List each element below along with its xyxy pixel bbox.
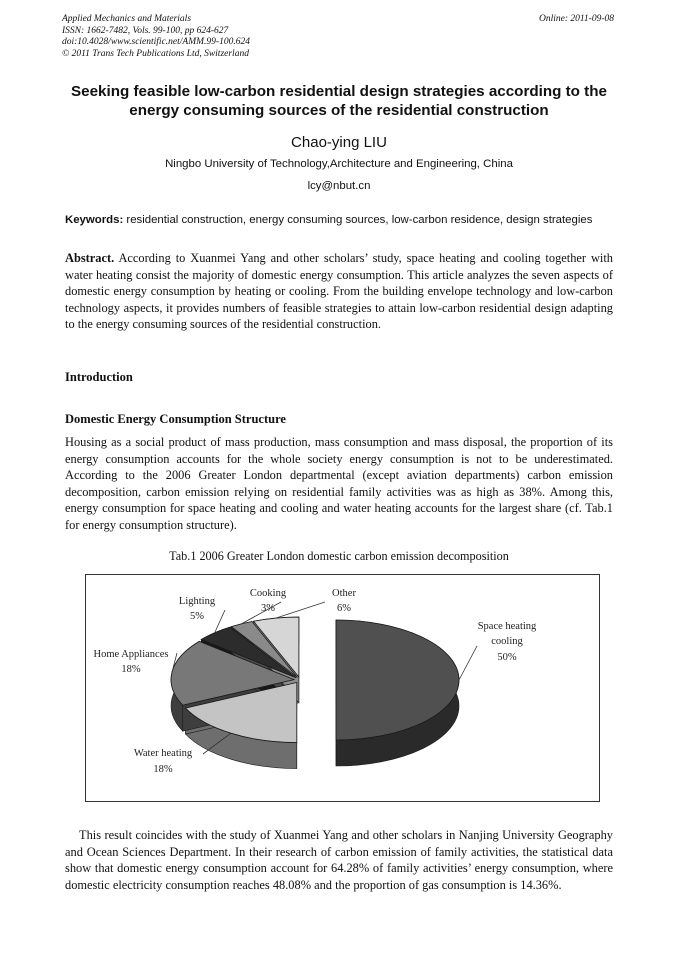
table-caption: Tab.1 2006 Greater London domestic carbon emission decomposition xyxy=(169,549,509,563)
label-lighting-pct: 5% xyxy=(190,611,204,622)
journal-header xyxy=(62,14,250,60)
label-space-pct: 50% xyxy=(497,652,517,663)
label-appliances-pct: 18% xyxy=(121,664,141,675)
copyright-line: © 2011 Trans Tech Publications Ltd, Switzerland xyxy=(62,48,249,59)
label-cooking: Cooking xyxy=(249,588,287,599)
keywords xyxy=(65,213,613,229)
label-other-pct: 6% xyxy=(337,603,351,614)
pie-chart xyxy=(85,574,600,802)
label-space-cooling: cooling xyxy=(491,636,523,647)
online-date: Online: 2011-09-08 xyxy=(538,14,614,24)
result-paragraph: This result coincides with the study of Xuanmei Yang and other scholars in Nanjing University Geography and Ocean Sciences Department. In their research of carbon emission of family activities, the statistical data show that domestic energy consumption account for 64.28% of family activities’ energy consumption, where domestic electricity consumption reaches 48.08% and the proportion of gas consumption is 14.36%. xyxy=(65,828,613,892)
label-water-pct: 18% xyxy=(153,764,173,775)
doi-line: doi:10.4028/www.scientific.net/AMM.99-100.624 xyxy=(62,37,250,47)
author-name: Chao-ying LIU xyxy=(291,134,387,151)
abstract xyxy=(65,250,613,333)
section-heading: Domestic Energy Consumption Structure xyxy=(65,412,286,426)
label-other: Other xyxy=(332,588,356,599)
label-space-heating: Space heating xyxy=(477,621,537,632)
keywords-label: Keywords: xyxy=(65,214,124,226)
author-email[interactable]: lcy@nbut.cn xyxy=(307,180,371,192)
label-home-appliances: Home Appliances xyxy=(93,649,169,660)
issn-line: ISSN: 1662-7482, Vols. 99-100, pp 624-627 xyxy=(62,25,229,36)
label-lighting: Lighting xyxy=(178,596,216,607)
keywords-text: residential construction, energy consuming sources, low-carbon residence, design strategies xyxy=(126,214,593,226)
label-cooking-pct: 3% xyxy=(261,603,275,614)
abstract-text: According to Xuanmei Yang and other scholars’ study, space heating and cooling together with water heating consist the majority of domestic energy consumption. This article analyzes the seven aspects of domestic energy consumption by heating or cooling. From the building envelope technology and low-carbon technology aspects, it provides numbers of feasible strategies to attain low-carbon residential design adapting to the energy consuming sources of the residential construction. xyxy=(65,251,613,331)
section-paragraph: Housing as a social product of mass production, mass consumption and mass disposal, the proportion of its energy consumption accounts for the whole society energy consumption is not to be underestimated. According to the 2006 Greater London departmental (except aviation departments) carbon emission decomposition, carbon emission relying on residential family activities was as high as 38%. Among this, energy consumption for space heating and cooling and water heating accounts for the largest share (cf. Tab.1 for energy consumption structure). xyxy=(65,435,613,532)
paper-title: Seeking feasible low-carbon residential design strategies according to the energy consuming sources of the residential construction xyxy=(71,83,607,119)
journal-name: Applied Mechanics and Materials xyxy=(62,14,192,24)
abstract-label: Abstract. xyxy=(65,251,115,265)
author-affiliation: Ningbo University of Technology,Architecture and Engineering, China xyxy=(165,158,513,170)
label-water-heating: Water heating xyxy=(133,748,193,759)
introduction-heading: Introduction xyxy=(65,370,133,384)
